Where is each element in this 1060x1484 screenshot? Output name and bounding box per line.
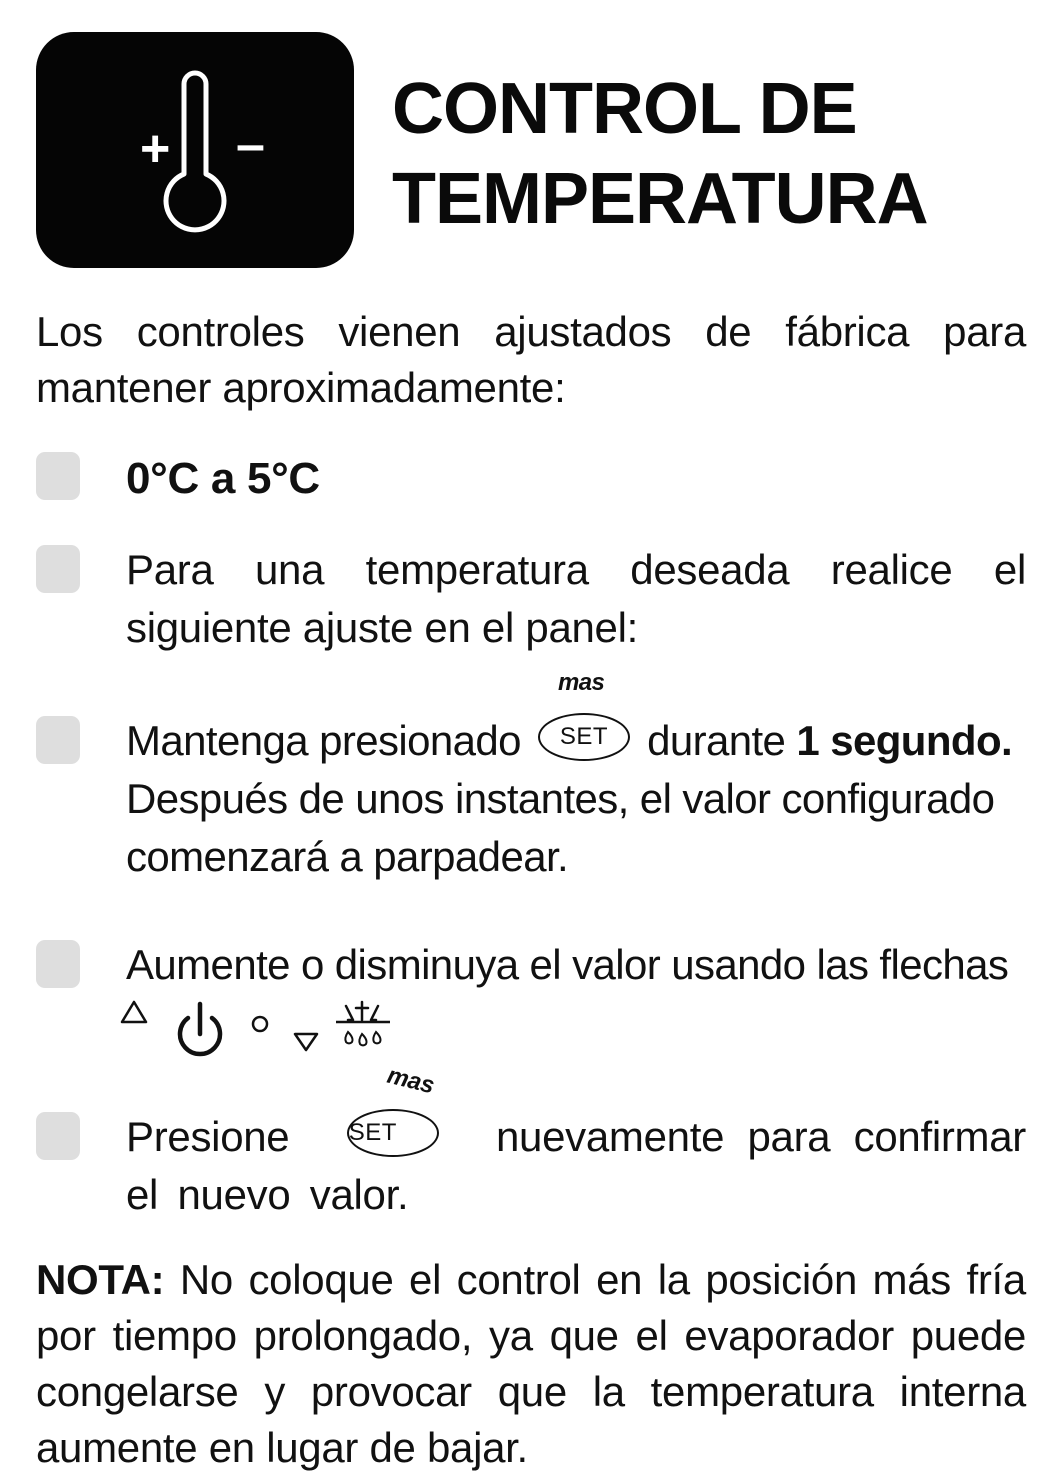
bullet-box [36, 716, 80, 764]
down-triangle-icon [295, 1034, 317, 1050]
item-text: Para una temperatura deseada realice el siguiente ajuste en el panel: [126, 546, 1026, 651]
small-circle-icon [253, 1017, 267, 1031]
item-text [126, 1061, 1026, 1224]
minus-symbol: – [236, 116, 265, 174]
item-text-after: durante [647, 717, 786, 764]
up-triangle-icon [122, 1002, 146, 1022]
bullet-box [36, 452, 80, 500]
set-button-label: SET [347, 1109, 439, 1157]
bullet-box [36, 545, 80, 593]
title-line-2: TEMPERATURA [392, 159, 928, 239]
thermometer-plus-minus-icon [36, 32, 354, 268]
arrow-symbols [90, 1000, 410, 1069]
set-button [347, 1061, 439, 1157]
bullet-box [36, 1112, 80, 1160]
page-title [392, 64, 928, 244]
item-text-before: Mantenga presionado [126, 717, 521, 764]
bullet-box [36, 940, 80, 988]
duration-bold: 1 segundo. [796, 717, 1013, 764]
note [36, 1252, 1026, 1476]
defrost-icon [336, 1002, 390, 1045]
item-text [126, 669, 1026, 886]
set-button-caption: mas [557, 669, 605, 696]
set-button [538, 669, 630, 761]
power-icon [180, 1004, 220, 1054]
title-line-1: CONTROL DE [392, 69, 857, 149]
set-button-caption: mas [384, 1061, 437, 1100]
item-text-after: nuevamente para confirmar el nuevo valor. [126, 1113, 1026, 1218]
plus-symbol: + [140, 120, 171, 178]
set-button-label: SET [538, 713, 630, 761]
item-text: Aumente o disminuya el valor usando las flechas [126, 941, 1009, 988]
item-text-rest: Después de unos instantes, el valor configurado comenzará a parpadear. [126, 775, 995, 880]
note-text: No coloque el control en la posición más fría por tiempo prolongado, ya que el evaporador puede congelarse y provocar que la temperatura interna aumente en lugar de bajar. [36, 1256, 1026, 1471]
intro-text: Los controles vienen ajustados de fábrica para mantener aproximadamente: [36, 308, 1026, 411]
temperature-range: 0°C a 5°C [126, 454, 320, 503]
note-label: NOTA: [36, 1256, 165, 1303]
item-text-before: Presione [126, 1113, 290, 1160]
